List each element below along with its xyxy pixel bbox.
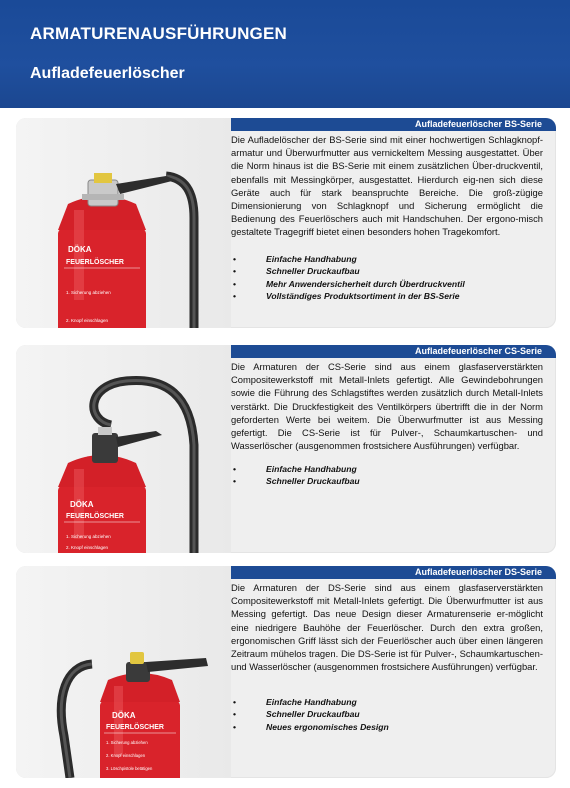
product-image-bs <box>16 118 231 328</box>
feature-list-cs <box>231 463 551 488</box>
feature-item: • Einfache Handhabung <box>231 253 551 265</box>
label-type: FEUERLÖSCHER <box>106 724 164 731</box>
section-heading-bs: Aufladefeuerlöscher BS-Serie <box>231 118 556 131</box>
label-step-2: 2. Knopf einschlagen <box>66 545 109 550</box>
page-header <box>0 0 570 108</box>
feature-list-ds <box>231 696 551 733</box>
feature-list-bs <box>231 253 551 303</box>
feature-item: • Einfache Handhabung <box>231 463 551 475</box>
section-heading-cs: Aufladefeuerlöscher CS-Serie <box>231 345 556 358</box>
section-body-ds: Die Armaturen der DS-Serie sind aus einem glasfaserverstärkten Compositewerkstoff mit Metall-Inlets gefertigt. Die Überwurfmutter ist aus Messing gefertigt. Das neue Design dieser Armaturenserie er-möglicht eine niedrigere Bauhöhe der Feuerlöscher. Durch den extra großen, ergonomischen Griff lässt sich der Feuerlöscher auch über einen längeren Zeitraum mühelos tragen. Die DS-Serie ist für Pulver-, Schaumkartuschen- und Wasserlöscher (ausgenommen frostsichere Ausführungen) verfügbar. <box>231 582 543 673</box>
feature-item: • Vollständiges Produktsortiment in der BS-Serie <box>231 290 551 302</box>
feature-item: • Mehr Anwendersicherheit durch Überdruckventil <box>231 278 551 290</box>
label-step-1: 1. Sicherung abziehen <box>66 290 111 295</box>
label-step-1: 1. Sicherung abziehen <box>66 534 111 539</box>
fire-extinguisher-ds-image <box>16 566 231 778</box>
feature-item: • Schneller Druckaufbau <box>231 475 551 487</box>
fire-extinguisher-bs-image <box>16 118 231 328</box>
label-brand: DÖKA <box>70 500 94 509</box>
section-heading-ds: Aufladefeuerlöscher DS-Serie <box>231 566 556 579</box>
feature-item: • Einfache Handhabung <box>231 696 551 708</box>
label-type: FEUERLÖSCHER <box>66 259 124 266</box>
feature-item: • Schneller Druckaufbau <box>231 265 551 277</box>
feature-item: • Schneller Druckaufbau <box>231 708 551 720</box>
page-title: ARMATURENAUSFÜHRUNGEN <box>30 24 287 43</box>
feature-item: • Neues ergonomisches Design <box>231 721 551 733</box>
product-image-ds <box>16 566 231 778</box>
label-brand: DÖKA <box>112 711 136 720</box>
label-type: FEUERLÖSCHER <box>66 513 124 520</box>
label-step-2: 2. Knopf einschlagen <box>66 318 109 323</box>
label-brand: DÖKA <box>68 245 92 254</box>
section-cs-serie <box>16 345 556 553</box>
product-image-cs <box>16 345 231 553</box>
page-subtitle: Aufladefeuerlöscher <box>30 65 185 82</box>
fire-extinguisher-cs-image <box>16 345 231 553</box>
section-bs-serie <box>16 118 556 328</box>
section-body-cs: Die Armaturen der CS-Serie sind aus einem glasfaserverstärkten Compositewerkstoff mit Metall-Inlets gefertigt. Alle Gewindebohrungen sowie die Führung des Schlagstiftes werden zusätzlich durch Metall-Inlets verstärkt. Die Druckfestigkeit des Ventilkörpers übertrifft die in der Norm geforderten Werte bei weitem. Die Überwurfmutter ist aus Messing gefertigt. Die CS-Serie ist für Pulver-, Schaumkartuschen- und Wasserlöscher (ausgenommen frostsichere Ausführungen) verfügbar. <box>231 361 543 452</box>
section-ds-serie <box>16 566 556 778</box>
label-step-1: 1. Sicherung abziehen <box>106 740 148 745</box>
label-step-2: 2. Knopf einschlagen <box>106 753 146 758</box>
label-step-3: 3. Löschpistole betätigen <box>106 766 153 771</box>
section-body-bs: Die Aufladelöscher der BS-Serie sind mit einer hochwertigen Schlagknopf-armatur und Überwurfmutter aus vernickeltem Messing ausgestattet. Über die Norm hinaus ist die BS-Serie mit einem zusätzlichen Über-druckventil, ebenfalls mit Messingkörper, ausgestattet. Hierdurch eig-nen sich diese Geräte auch für stark beanspruchte Bereiche. Die groß-zügige Dimensionierung von Schlagknopf und Sicherung ermöglicht die Bedienung des Feuerlöschers auch mit Handschuhen. Der ergono-misch gestaltete Tragegriff bietet einen besonders hohen Tragekomfort. <box>231 134 543 238</box>
